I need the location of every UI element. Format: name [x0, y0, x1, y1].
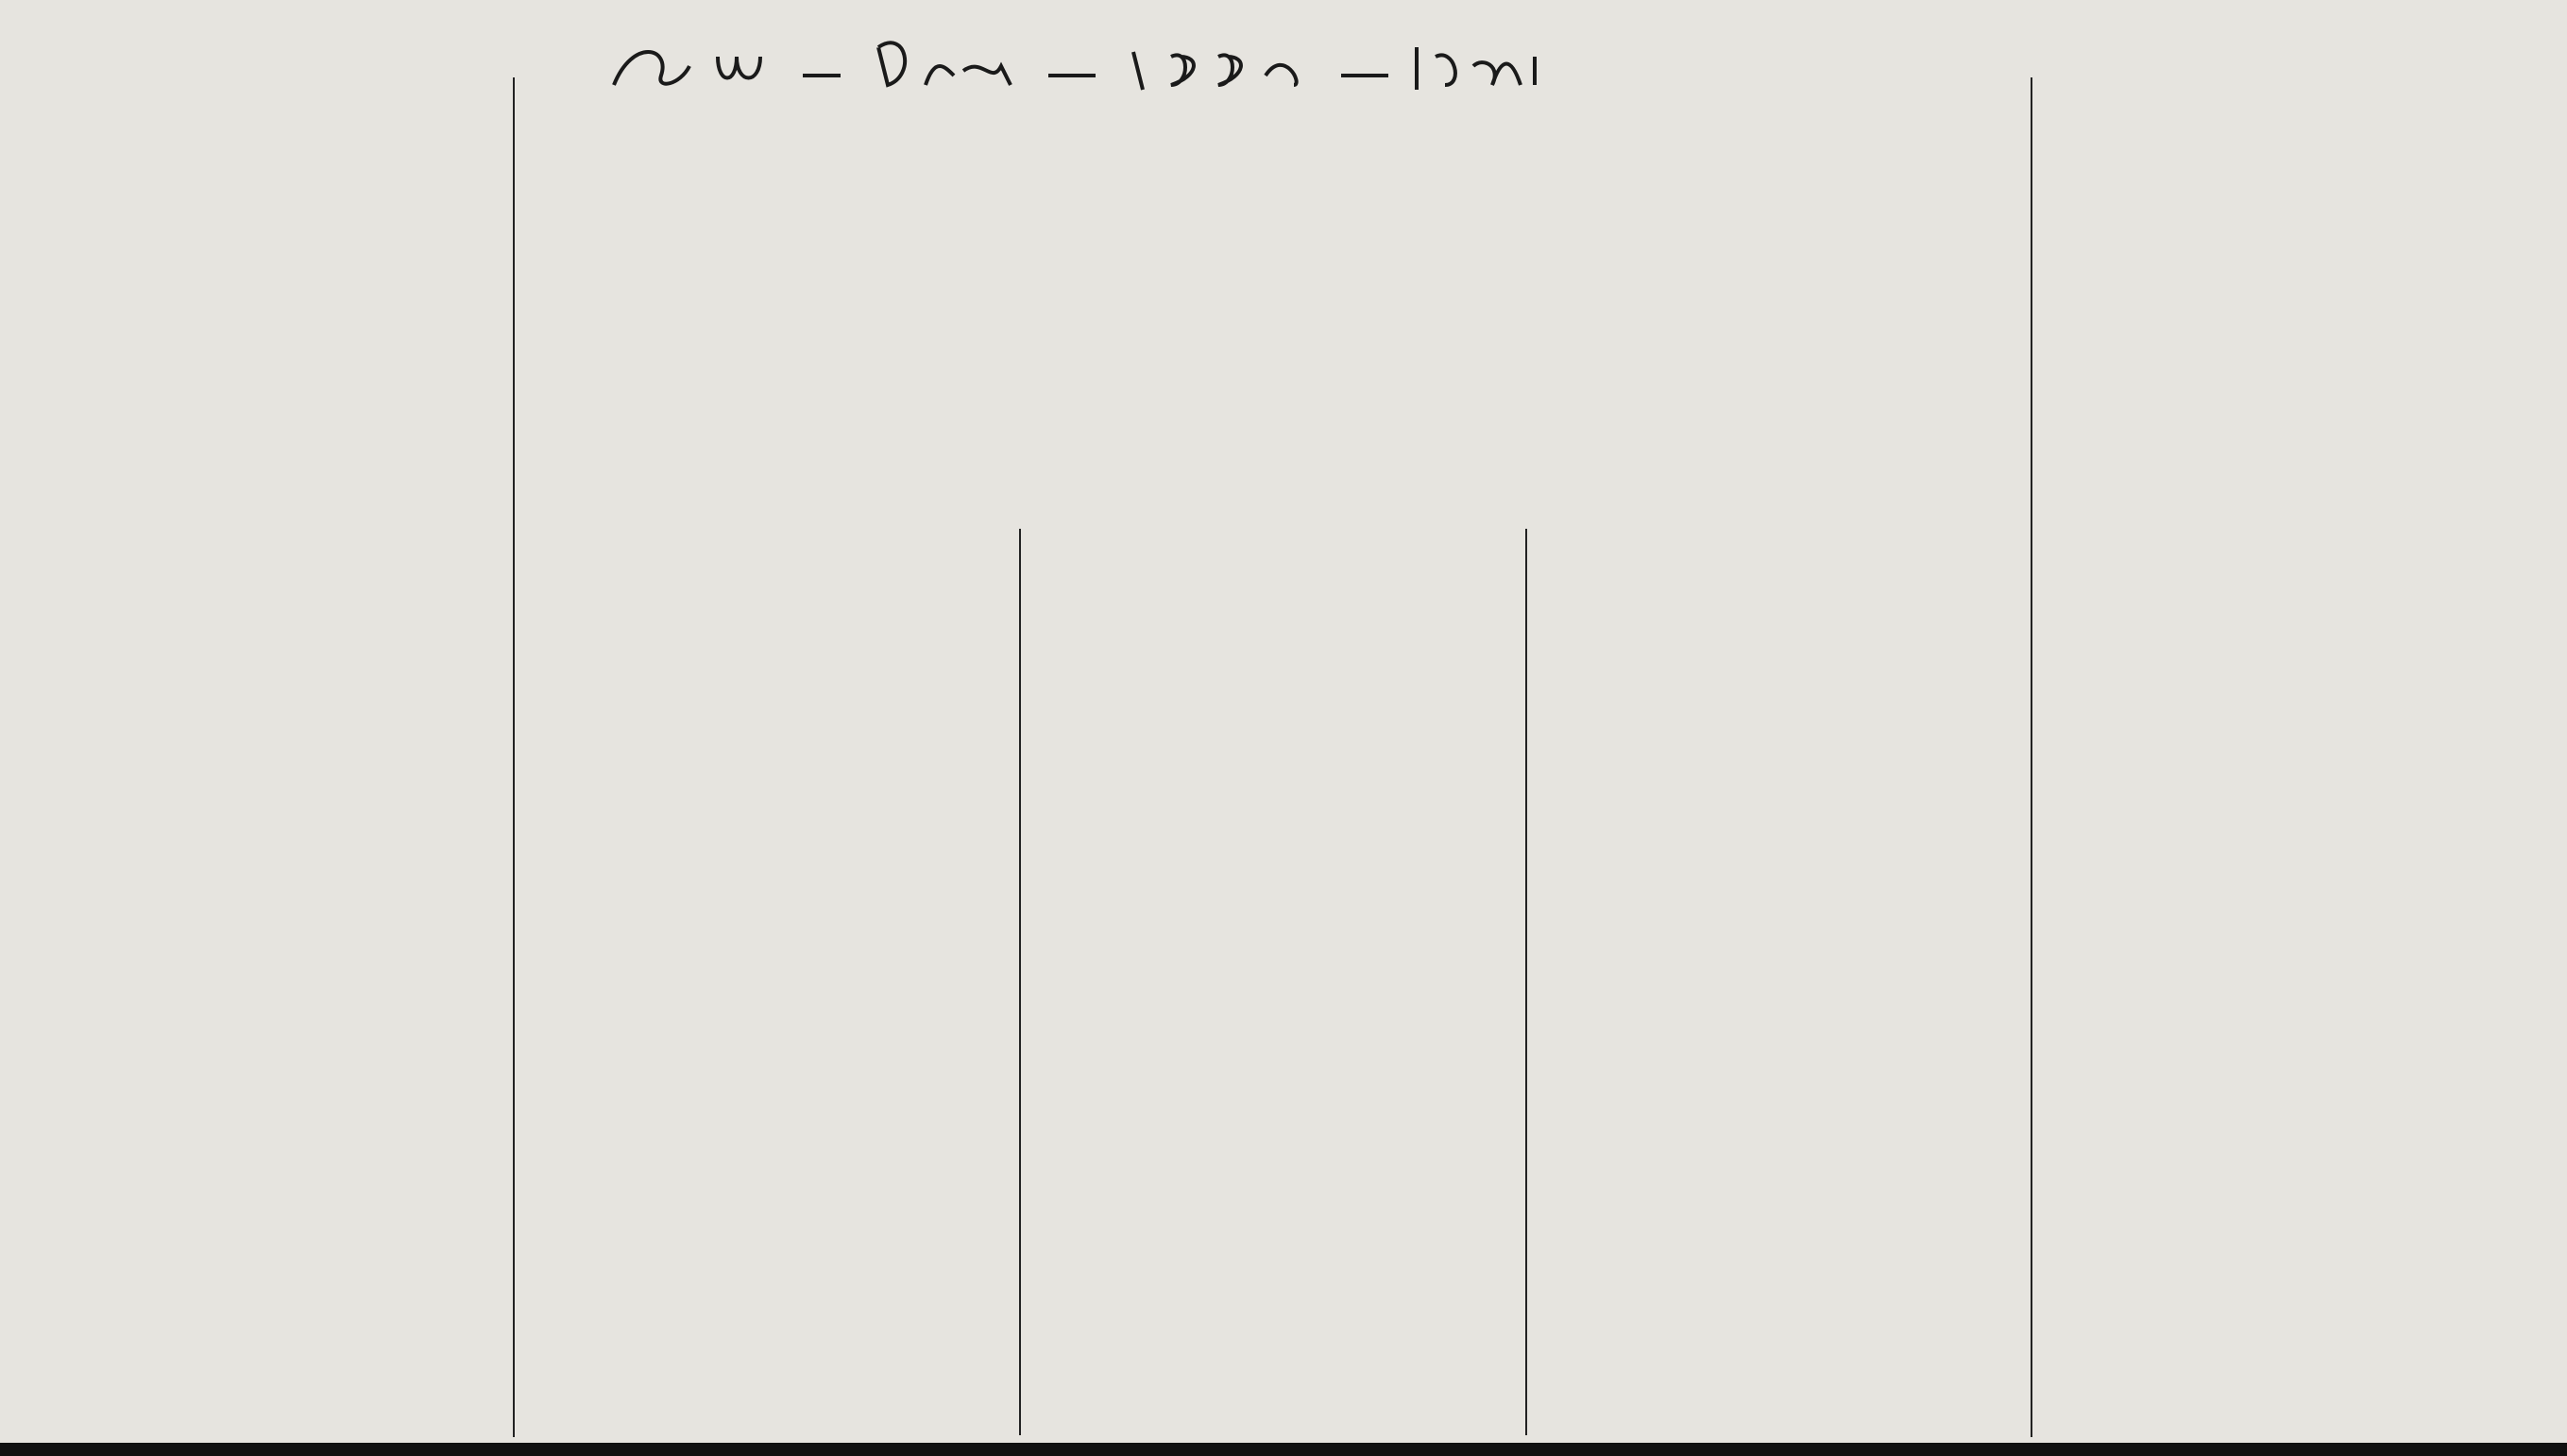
bottom-edge: [0, 1443, 2567, 1456]
column-rule: [2031, 77, 2032, 1437]
column-rule: [1525, 529, 1527, 1435]
column-5: [2045, 77, 2517, 106]
handwritten-annotation: [604, 19, 1549, 123]
column-rule: [513, 77, 515, 1437]
column-rule: [1019, 529, 1021, 1435]
